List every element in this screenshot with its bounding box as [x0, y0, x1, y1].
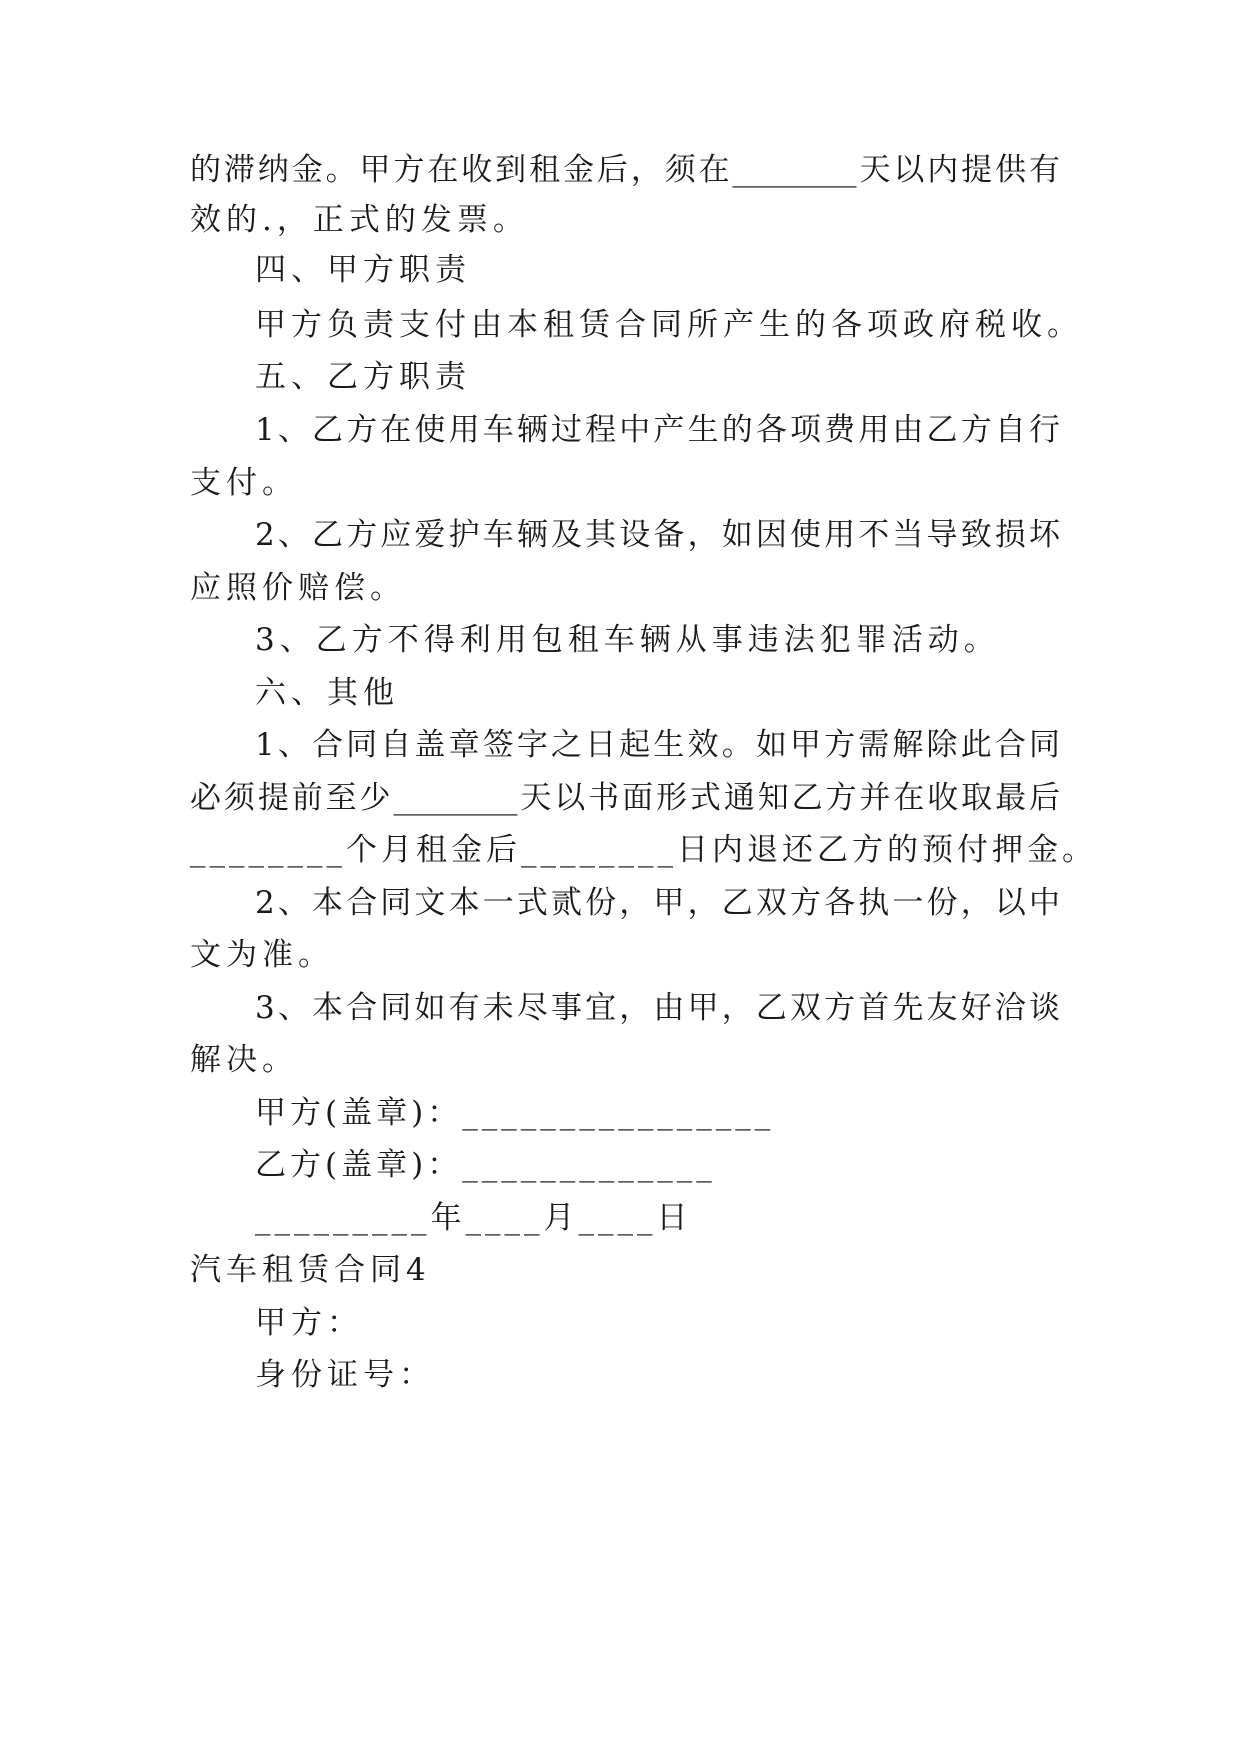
paragraph-line: 效的.，正式的发票。 [190, 202, 529, 238]
paragraph-line: ________个月租金后________日内退还乙方的预付押金。 [190, 832, 1097, 868]
id-number-label: 身份证号： [255, 1357, 435, 1393]
paragraph-line: 甲方负责支付由本租赁合同所产生的各项政府税收。 [255, 307, 1083, 343]
signature-line-party-a: 甲方(盖章)：________________ [255, 1095, 775, 1131]
paragraph-line: 应照价赔偿。 [190, 570, 406, 606]
section-heading: 六、其他 [255, 675, 399, 711]
paragraph-line: 解决。 [190, 1042, 298, 1078]
party-a-label: 甲方： [255, 1305, 363, 1341]
document-title: 汽车租赁合同4 [190, 1252, 431, 1288]
paragraph-line: 3、本合同如有未尽事宜，由甲，乙双方首先友好洽谈 [255, 990, 1060, 1026]
paragraph-line: 1、乙方在使用车辆过程中产生的各项费用由乙方自行 [255, 412, 1060, 448]
section-heading: 五、乙方职责 [255, 359, 471, 395]
paragraph-line: 2、本合同文本一式贰份，甲，乙双方各执一份，以中 [255, 885, 1060, 921]
signature-line-party-b: 乙方(盖章)：_____________ [255, 1147, 716, 1183]
paragraph-line: 2、乙方应爱护车辆及其设备，如因使用不当导致损坏 [255, 517, 1060, 553]
paragraph-line: 必须提前至少________天以书面形式通知乙方并在收取最后 [190, 780, 1060, 816]
section-heading: 四、甲方职责 [255, 252, 471, 288]
paragraph-line: 1、合同自盖章签字之日起生效。如甲方需解除此合同 [255, 727, 1060, 763]
paragraph-line: 的滞纳金。甲方在收到租金后，须在________天以内提供有 [190, 152, 1060, 188]
paragraph-line: 支付。 [190, 465, 298, 501]
date-line: _________年____月____日 [255, 1200, 692, 1236]
paragraph-line: 3、乙方不得利用包租车辆从事违法犯罪活动。 [255, 622, 1000, 658]
paragraph-line: 文为准。 [190, 937, 334, 973]
